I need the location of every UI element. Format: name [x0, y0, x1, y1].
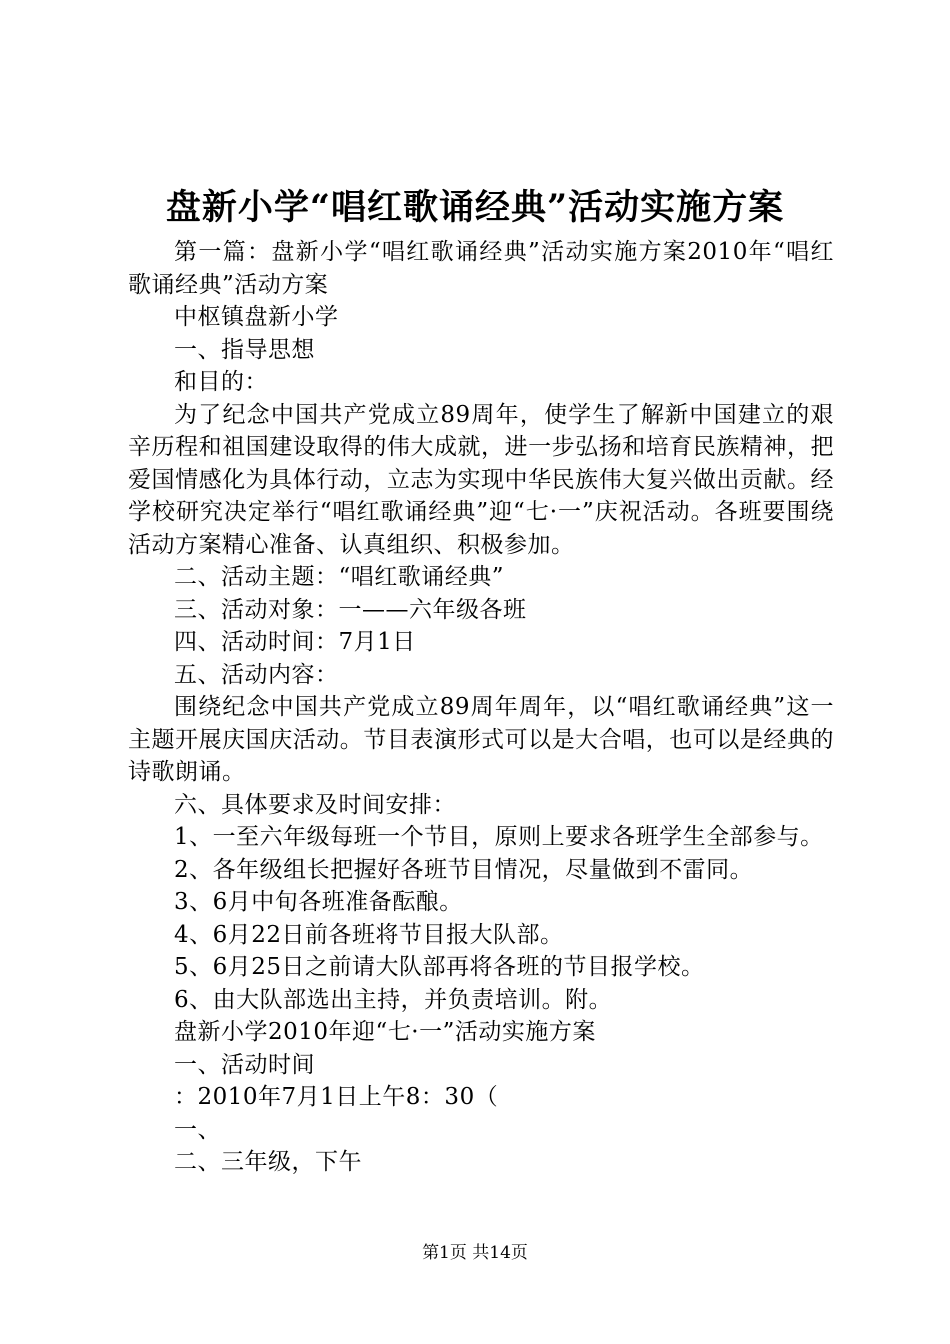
paragraph: 和目的：: [174, 369, 268, 395]
document-body: [128, 236, 834, 1179]
paragraph: 二、活动主题：“唱红歌诵经典”: [174, 564, 505, 590]
paragraph: 五、活动内容：: [174, 661, 339, 688]
paragraph: 六、具体要求及时间安排：: [174, 791, 456, 818]
paragraph: 二、三年级，下午: [174, 1149, 362, 1175]
paragraph: 中枢镇盘新小学: [174, 304, 339, 330]
paragraph: 盘新小学2010年迎“七·一”活动实施方案: [174, 1019, 596, 1045]
document-title: 盘新小学“唱红歌诵经典”活动实施方案: [165, 187, 785, 228]
paragraph: 一、: [174, 1116, 221, 1143]
paragraph: 四、活动时间：7月1日: [174, 629, 416, 655]
paragraph: 一、指导思想: [174, 336, 315, 363]
paragraph: 一、活动时间: [174, 1051, 315, 1078]
paragraph: 围绕纪念中国共产党成立89周年周年，以“唱红歌诵经典”这一主题开展庆国庆活动。节目表演形式可以是大合唱，也可以是经典的诗歌朗诵。: [128, 694, 834, 785]
paragraph: 4、6月22日前各班将节目报大队部。: [174, 921, 564, 948]
paragraph: 2、各年级组长把握好各班节目情况，尽量做到不雷同。: [174, 856, 754, 883]
paragraph: 1、一至六年级每班一个节目，原则上要求各班学生全部参与。: [174, 824, 824, 850]
paragraph: 第一篇：盘新小学“唱红歌诵经典”活动实施方案2010年“唱红歌诵经典”活动方案: [128, 239, 834, 298]
paragraph: 三、活动对象：一——六年级各班: [174, 596, 527, 623]
paragraph: 为了纪念中国共产党成立89周年，使学生了解新中国建立的艰辛历程和祖国建设取得的伟大成就，进一步弘扬和培育民族精神，把爱国情感化为具体行动，立志为实现中华民族伟大复兴做出贡献。经学校研究决定举行“唱红歌诵经典”迎“七·一”庆祝活动。各班要围绕活动方案精心准备、认真组织、积极参加。: [128, 401, 834, 558]
paragraph: 3、6月中旬各班准备酝酿。: [174, 889, 463, 915]
paragraph: 6、由大队部选出主持，并负责培训。附。: [174, 986, 613, 1013]
paragraph: 5、6月25日之前请大队部再将各班的节目报学校。: [174, 954, 705, 980]
paragraph: ：2010年7月1日上午8：30（: [174, 1084, 499, 1110]
page-footer: 第1页 共14页: [422, 1243, 528, 1263]
